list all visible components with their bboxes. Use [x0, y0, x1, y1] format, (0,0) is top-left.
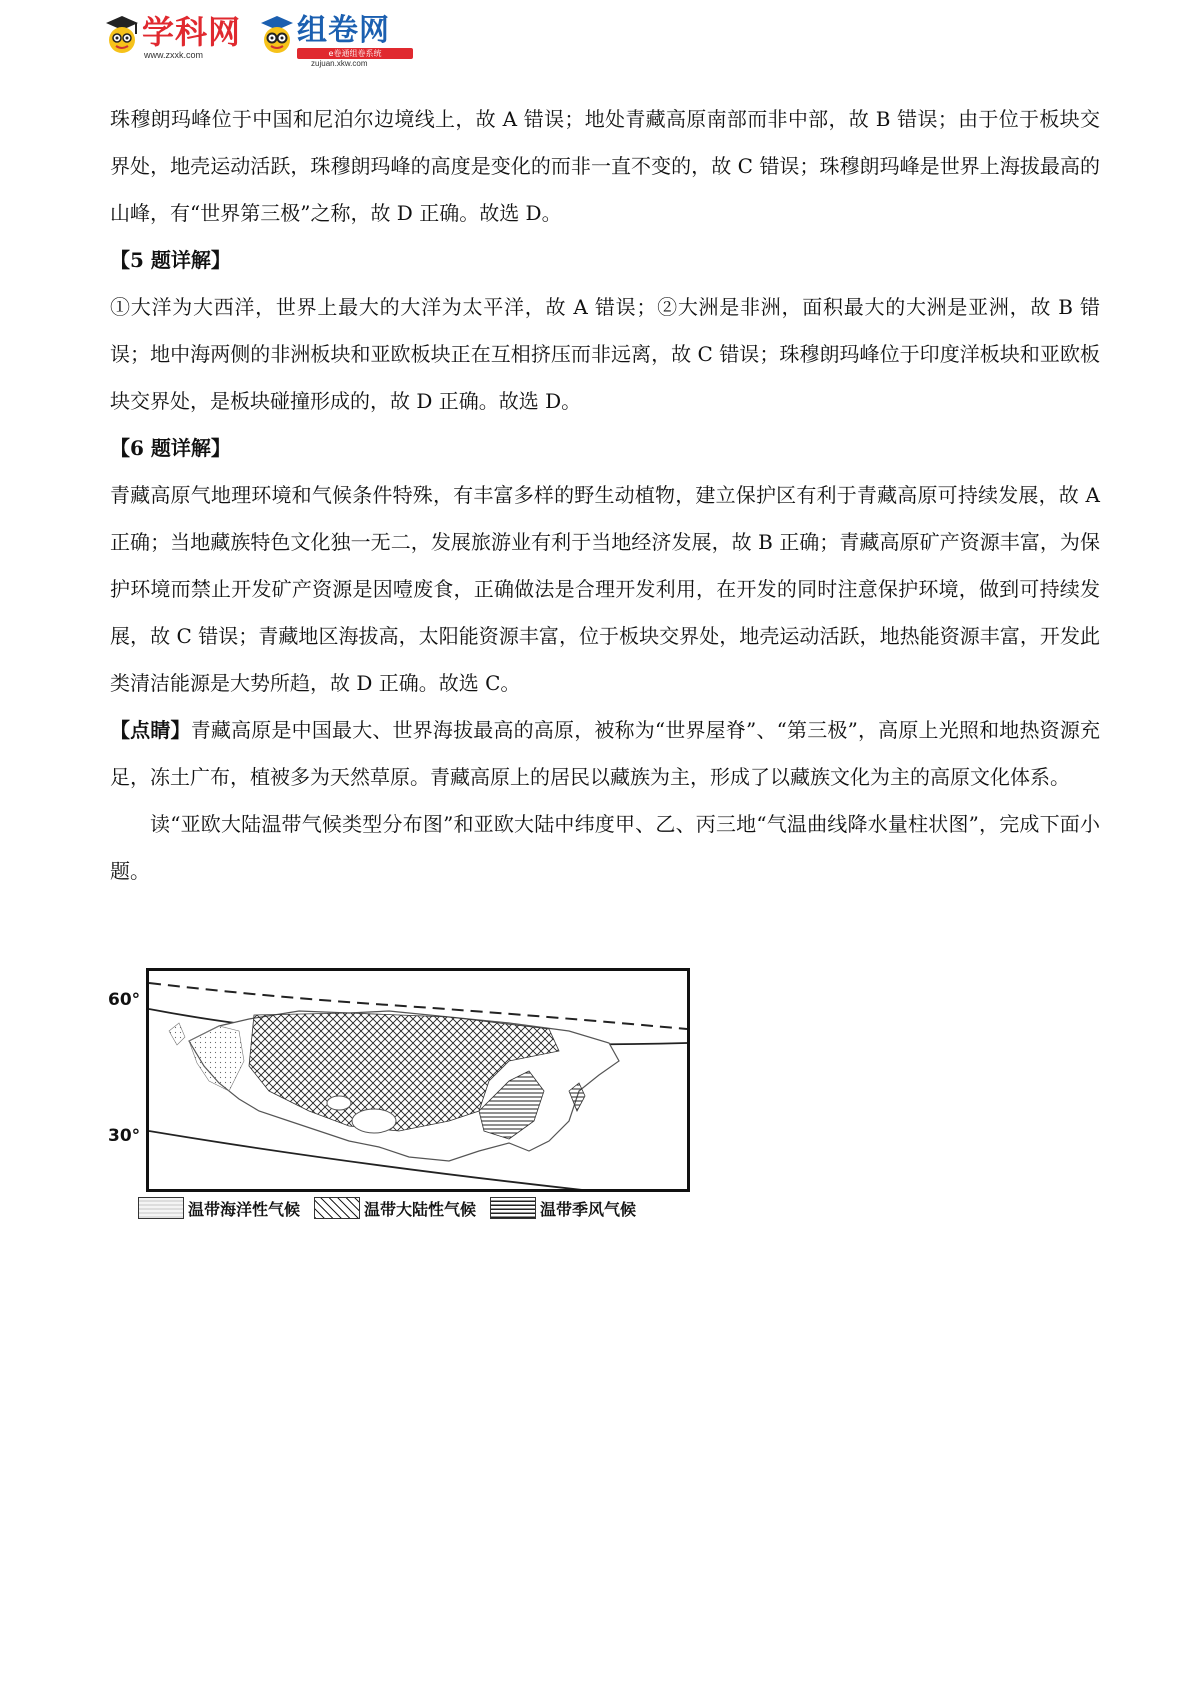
tip-paragraph	[110, 707, 1100, 801]
map-graphic	[149, 971, 687, 1189]
tip-text: 青藏高原是中国最大、世界海拔最高的高原，被称为“世界屋脊”、“第三极”，高原上光照和地热资源充足，冻土广布，植被多为天然草原。青藏高原上的居民以藏族为主，形成了以藏族文化为主的高原文化体系。	[110, 718, 1100, 789]
legend-oceanic	[138, 1197, 300, 1220]
document-body	[110, 96, 1100, 895]
monsoon-swatch	[490, 1197, 536, 1219]
legend-monsoon-label: 温带季风气候	[540, 1199, 637, 1219]
zujuan-logo	[259, 14, 413, 69]
mascot-icon	[104, 14, 140, 58]
answer-paragraph-6: 青藏高原气地理环境和气候条件特殊，有丰富多样的野生动植物，建立保护区有利于青藏高原可持续发展，故 A 正确；当地藏族特色文化独一无二，发展旅游业有利于当地经济发展，故 B 正确；青藏高原矿产资源丰富，为保护环境而禁止开发矿产资源是因噎废食，正确做法是合理开发利用，在开发的同时注意保护环境，做到可持续发展，故 C 错误；青藏地区海拔高，太阳能资源丰富，位于板块交界处，地壳运动活跃，地热能资源丰富，开发此类清洁能源是大势所趋，故 D 正确。故选 C。	[110, 483, 1100, 695]
climate-map-figure	[108, 958, 694, 1228]
zujuan-badge: e卷通组卷系统	[297, 48, 413, 59]
page-header	[104, 14, 431, 74]
tip-label: 【点睛】	[110, 718, 191, 742]
zxxk-brand: 学科网	[142, 13, 242, 51]
legend-continental-label: 温带大陆性气候	[364, 1199, 477, 1219]
section-heading-5: 【5 题详解】	[110, 248, 231, 272]
answer-paragraph-4: 珠穆朗玛峰位于中国和尼泊尔边境线上，故 A 错误；地处青藏高原南部而非中部，故 B 错误；由于位于板块交界处，地壳运动活跃，珠穆朗玛峰的高度是变化的而非一直不变的，故 C 错误；珠穆朗玛峰是世界上海拔最高的山峰，有“世界第三极”之称，故 D 正确。故选 D。	[110, 107, 1100, 225]
question-prompt: 读“亚欧大陆温带气候类型分布图”和亚欧大陆中纬度甲、乙、丙三地“气温曲线降水量柱状图”，完成下面小题。	[110, 812, 1100, 883]
continental-swatch	[314, 1197, 360, 1219]
map-legend	[138, 1194, 694, 1222]
answer-paragraph-5: ①大洋为大西洋，世界上最大的大洋为太平洋，故 A 错误；②大洲是非洲，面积最大的大洲是亚洲，故 B 错误；地中海两侧的非洲板块和亚欧板块正在互相挤压而非远离，故 C 错误；珠穆朗玛峰位于印度洋板块和亚欧板块交界处，是板块碰撞形成的，故 D 正确。故选 D。	[110, 295, 1100, 413]
zxxk-url: www.zxxk.com	[144, 50, 204, 60]
legend-monsoon	[490, 1197, 636, 1220]
legend-oceanic-label: 温带海洋性气候	[188, 1199, 301, 1219]
zxxk-logo	[104, 14, 241, 60]
legend-continental	[314, 1197, 476, 1220]
mascot-icon	[259, 14, 295, 58]
latitude-30-label: 30°	[108, 1126, 141, 1146]
oceanic-swatch	[138, 1197, 184, 1219]
latitude-60-label: 60°	[108, 990, 141, 1010]
zujuan-brand: 组卷网	[297, 13, 391, 48]
eurasia-map	[146, 968, 690, 1192]
zujuan-url: zujuan.xkw.com	[311, 59, 368, 68]
section-heading-6: 【6 题详解】	[110, 436, 231, 460]
